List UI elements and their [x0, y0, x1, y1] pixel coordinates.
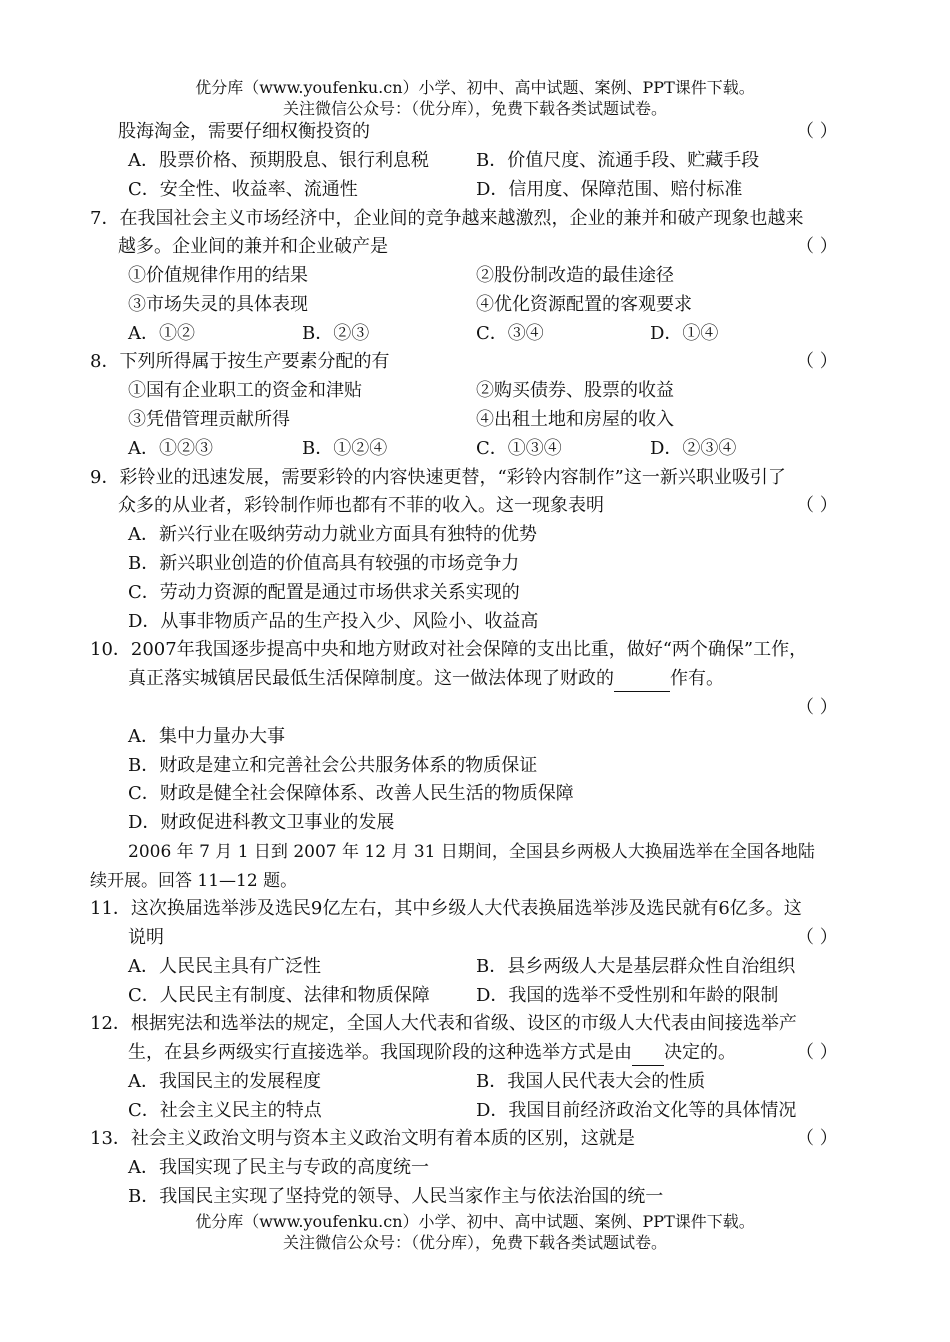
q11-answer-bracket: （ ） — [796, 927, 838, 948]
q10-stem-line-2 — [128, 667, 724, 692]
q8-option-c: C．①③④ — [476, 438, 562, 459]
q6-stem: 股海淘金，需要仔细权衡投资的 — [118, 121, 370, 142]
q7-stem-line-2: 越多。企业间的兼并和企业破产是 — [118, 236, 388, 257]
q12-answer-bracket: （ ） — [796, 1042, 838, 1063]
header-line-2: 关注微信公众号：（优分库），免费下载各类试题试卷。 — [282, 99, 667, 118]
q11-option-c: C．人民民主有制度、法律和物质保障 — [128, 985, 430, 1006]
q10-option-b: B．财政是建立和完善社会公共服务体系的物质保证 — [128, 755, 538, 776]
q7-option-b: B．②③ — [302, 323, 370, 344]
q10-option-d: D．财政促进科教文卫事业的发展 — [128, 812, 395, 833]
q7-statement-1: ①价值规律作用的结果 — [128, 265, 308, 286]
q8-answer-bracket: （ ） — [796, 351, 838, 372]
q10-stem-text: 真正落实城镇居民最低生活保障制度。这一做法体现了财政的 — [128, 668, 614, 689]
q8-statement-2: ②购买债券、股票的收益 — [476, 380, 674, 401]
q13-option-a: A．我国实现了民主与专政的高度统一 — [128, 1157, 429, 1178]
passage-line-1: 2006 年 7 月 1 日到 2007 年 12 月 31 日期间，全国县乡两极人大换届选举在全国各地陆 — [128, 842, 815, 862]
q10-fill-blank — [614, 667, 670, 692]
q7-stem-line-1: 7．在我国社会主义市场经济中，企业间的竞争越来越激烈，企业的兼并和破产现象也越来 — [90, 208, 804, 229]
q7-option-a: A．①② — [128, 323, 195, 344]
q7-option-c: C．③④ — [476, 323, 544, 344]
q7-option-d: D．①④ — [650, 323, 719, 344]
q7-answer-bracket: （ ） — [796, 236, 838, 257]
q8-option-b: B．①②④ — [302, 438, 388, 459]
q10-option-c: C．财政是健全社会保障体系、改善人民生活的物质保障 — [128, 783, 574, 804]
q10-stem-end: 作有。 — [670, 668, 724, 689]
q13-answer-bracket: （ ） — [796, 1128, 838, 1149]
q12-stem-end: 决定的。 — [664, 1042, 736, 1063]
q8-statement-3: ③凭借管理贡献所得 — [128, 409, 290, 430]
q7-statement-4: ④优化资源配置的客观要求 — [476, 294, 692, 315]
q9-option-a: A．新兴行业在吸纳劳动力就业方面具有独特的优势 — [128, 524, 537, 545]
q9-stem-line-1: 9．彩铃业的迅速发展，需要彩铃的内容快速更替，“彩铃内容制作”这一新兴职业吸引了 — [90, 467, 786, 488]
q13-option-b: B．我国民主实现了坚持党的领导、人民当家作主与依法治国的统一 — [128, 1186, 664, 1207]
q10-option-a: A．集中力量办大事 — [128, 726, 285, 747]
q12-option-b: B．我国人民代表大会的性质 — [476, 1071, 706, 1092]
q6-option-c: C．安全性、收益率、流通性 — [128, 179, 358, 200]
q11-stem-line-2: 说明 — [128, 927, 164, 948]
q9-option-c: C．劳动力资源的配置是通过市场供求关系实现的 — [128, 582, 520, 603]
q6-option-b: B．价值尺度、流通手段、贮藏手段 — [476, 150, 760, 171]
q9-answer-bracket: （ ） — [796, 495, 838, 516]
q10-stem-line-1: 10．2007年我国逐步提高中央和地方财政对社会保障的支出比重，做好“两个确保”工作， — [90, 639, 808, 660]
q6-answer-bracket: （ ） — [796, 121, 838, 142]
q12-option-c: C．社会主义民主的特点 — [128, 1100, 322, 1121]
q12-stem-line-2 — [128, 1041, 736, 1066]
q8-statement-4: ④出租土地和房屋的收入 — [476, 409, 674, 430]
footer-line-2: 关注微信公众号：（优分库），免费下载各类试题试卷。 — [282, 1233, 667, 1252]
q9-option-d: D．从事非物质产品的生产投入少、风险小、收益高 — [128, 611, 539, 632]
q10-answer-bracket: （ ） — [796, 697, 838, 718]
q11-option-b: B．县乡两级人大是基层群众性自治组织 — [476, 956, 796, 977]
q7-statement-3: ③市场失灵的具体表现 — [128, 294, 308, 315]
q6-option-a: A．股票价格、预期股息、银行利息税 — [128, 150, 429, 171]
q11-option-a: A．人民民主具有广泛性 — [128, 956, 321, 977]
q6-option-d: D．信用度、保障范围、赔付标准 — [476, 179, 743, 200]
q11-stem-line-1: 11．这次换届选举涉及选民9亿左右，其中乡级人大代表换届选举涉及选民就有6亿多。这 — [90, 898, 802, 919]
q12-option-a: A．我国民主的发展程度 — [128, 1071, 321, 1092]
header-line-1: 优分库（www.youfenku.cn）小学、初中、高中试题、案例、PPT课件下载。 — [195, 78, 755, 97]
q7-statement-2: ②股份制改造的最佳途径 — [476, 265, 674, 286]
q8-stem: 8．下列所得属于按生产要素分配的有 — [90, 351, 390, 372]
q12-stem-text: 生，在县乡两级实行直接选举。我国现阶段的这种选举方式是由 — [128, 1042, 632, 1063]
q8-option-d: D．②③④ — [650, 438, 737, 459]
q12-fill-blank — [632, 1041, 664, 1066]
passage-line-2: 续开展。回答 11—12 题。 — [90, 871, 298, 891]
q8-statement-1: ①国有企业职工的资金和津贴 — [128, 380, 362, 401]
q8-option-a: A．①②③ — [128, 438, 213, 459]
footer-line-1: 优分库（www.youfenku.cn）小学、初中、高中试题、案例、PPT课件下载。 — [195, 1212, 755, 1231]
q12-option-d: D．我国目前经济政治文化等的具体情况 — [476, 1100, 797, 1121]
q9-stem-line-2: 众多的从业者，彩铃制作师也都有不菲的收入。这一现象表明 — [118, 495, 604, 516]
q9-option-b: B．新兴职业创造的价值高具有较强的市场竞争力 — [128, 553, 520, 574]
q12-stem-line-1: 12．根据宪法和选举法的规定，全国人大代表和省级、设区的市级人大代表由间接选举产 — [90, 1013, 797, 1034]
q11-option-d: D．我国的选举不受性别和年龄的限制 — [476, 985, 779, 1006]
q13-stem: 13．社会主义政治文明与资本主义政治文明有着本质的区别，这就是 — [90, 1128, 635, 1149]
